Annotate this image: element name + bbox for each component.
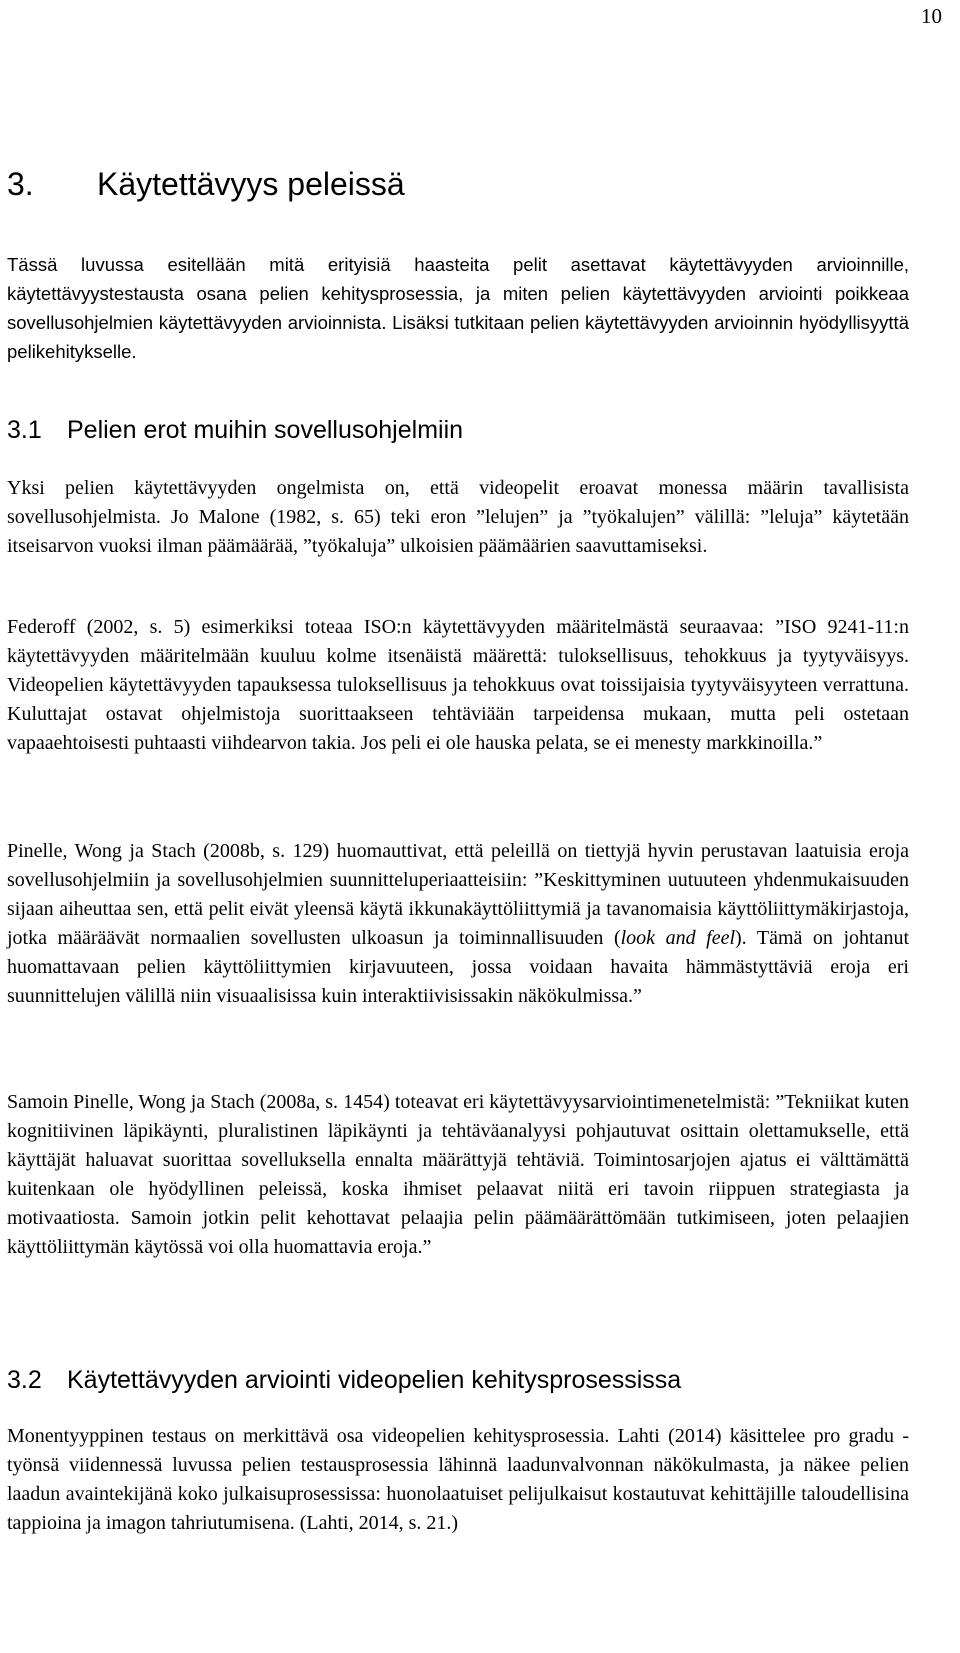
section-number-3-1: 3.1 <box>7 416 42 444</box>
chapter-intro-paragraph: Tässä luvussa esitellään mitä erityisiä haasteita pelit asettavat käytettävyyden arvioinnille, käytettävyystestausta osana pelien kehitysprosessia, ja miten pelien käytettävyyden arviointi poikkeaa sovellusohjelmien käytettävyyden arvioinnista. Lisäksi tutkitaan pelien käytettävyyden arvioinnin hyödyllisyyttä pelikehitykselle. <box>7 254 909 362</box>
section-title-3-2: Käytettävyyden arviointi videopelien kehitysprosessissa <box>67 1366 682 1394</box>
section-3-1-paragraph-4: Samoin Pinelle, Wong ja Stach (2008a, s. 1454) toteavat eri käytettävyysarviointimenetelmistä: ”Tekniikat kuten kognitiivinen läpikäynti, pluralistinen läpikäynti ja tehtäväanalyysi pohjautuvat osittain olettamukselle, että käyttäjät haluavat suorittaa sovelluksella ennalta määrättyjä tehtäviä. Toimintosarjojen ajatus ei välttämättä kuitenkaan ole hyödyllinen peleissä, koska ihmiset pelaavat niitä eri tavoin riippuen strategiasta ja motivaatiosta. Samoin jotkin pelit kehottavat pelaajia pelin päämäärättömään tutkimiseen, joten pelaajien käyttöliittymän käytössä voi olla huomattavia eroja.” <box>7 1091 909 1258</box>
section-3-1-paragraph-1: Yksi pelien käytettävyyden ongelmista on, että videopelit eroavat monessa määrin tavallisista sovellusohjelmista. Jo Malone (1982, s. 65) teki eron ”lelujen” ja ”työkalujen” välillä: ”leluja” käytetään itseisarvon vuoksi ilman päämäärää, ”työkaluja” ulkoisien päämäärien saavuttamiseksi. <box>7 477 909 557</box>
section-number-3-2: 3.2 <box>7 1366 42 1394</box>
section-title-3-1: Pelien erot muihin sovellusohjelmiin <box>67 416 464 444</box>
chapter-number: 3. <box>7 166 34 202</box>
page-number: 10 <box>921 4 942 28</box>
paragraph-3-italic-term: look and feel <box>620 927 736 949</box>
section-heading-3-1 <box>7 416 463 445</box>
section-3-1-paragraph-2: Federoff (2002, s. 5) esimerkiksi toteaa ISO:n käytettävyyden määritelmästä seuraavaa: ”ISO 9241-11:n käytettävyyden määritelmään kuuluu kolme itsenäistä määrettä: tuloksellisuus, tehokkuus ja tyytyväisyys. Videopelien käytettävyyden tapauksessa tuloksellisuus ja tehokkuus ovat toissijaisia tyytyväisyyteen verrattuna. Kuluttajat ostavat ohjelmistoja suorittaakseen tehtäviään tarpeidensa mukaan, mutta peli ostetaan vapaaehtoisesti puhtaasti viihdearvon takia. Jos peli ei ole hauska pelata, se ei menesty markkinoilla.” <box>7 616 909 754</box>
chapter-heading <box>7 166 405 203</box>
section-heading-3-2 <box>7 1366 681 1395</box>
section-3-2-paragraph-1: Monentyyppinen testaus on merkittävä osa videopelien kehitysprosessia. Lahti (2014) käsittelee pro gradu -työnsä viidennessä luvussa pelien testausprosessia lähinnä laadunvalvonnan näkökulmasta, ja näkee pelien laadun avaintekijänä koko julkaisuprosessissa: huonolaatuiset pelijulkaisut kostautuvat kehittäjille taloudellisina tappioina ja imagon tahriutumisena. (Lahti, 2014, s. 21.) <box>7 1425 909 1534</box>
section-3-1-paragraph-3 <box>7 837 909 1011</box>
paragraph-3-text-start: Pinelle, Wong ja Stach (2008b, s. 129) huomauttivat, että peleillä on tiettyjä hyvin perustavan laatuisia eroja sovellusohjelmiin ja sovellusohjelmien suunnitteluperiaatteisiin: ”Keskittyminen uutuuteen yhdenmukaisuuden sijaan aiheuttaa sen, että pelit eivät yleensä käytä ikkunakäyttöliittymiä ja tavanomaisia käyttöliittymäkirjastoja, jotka määräävät normaalien sovellusten ulkoasun ja toiminnallisuuden ( <box>7 840 909 949</box>
paragraph-3-text-end: ). Tämä on johtanut huomattavaan pelien käyttöliittymien kirjavuuteen, jossa voidaan havaita hämmästyttäviä eroja eri suunnittelujen välillä niin visuaalisissa kuin interaktiivisissakin näkökulmissa.” <box>7 927 910 1007</box>
chapter-title: Käytettävyys peleissä <box>97 166 405 202</box>
